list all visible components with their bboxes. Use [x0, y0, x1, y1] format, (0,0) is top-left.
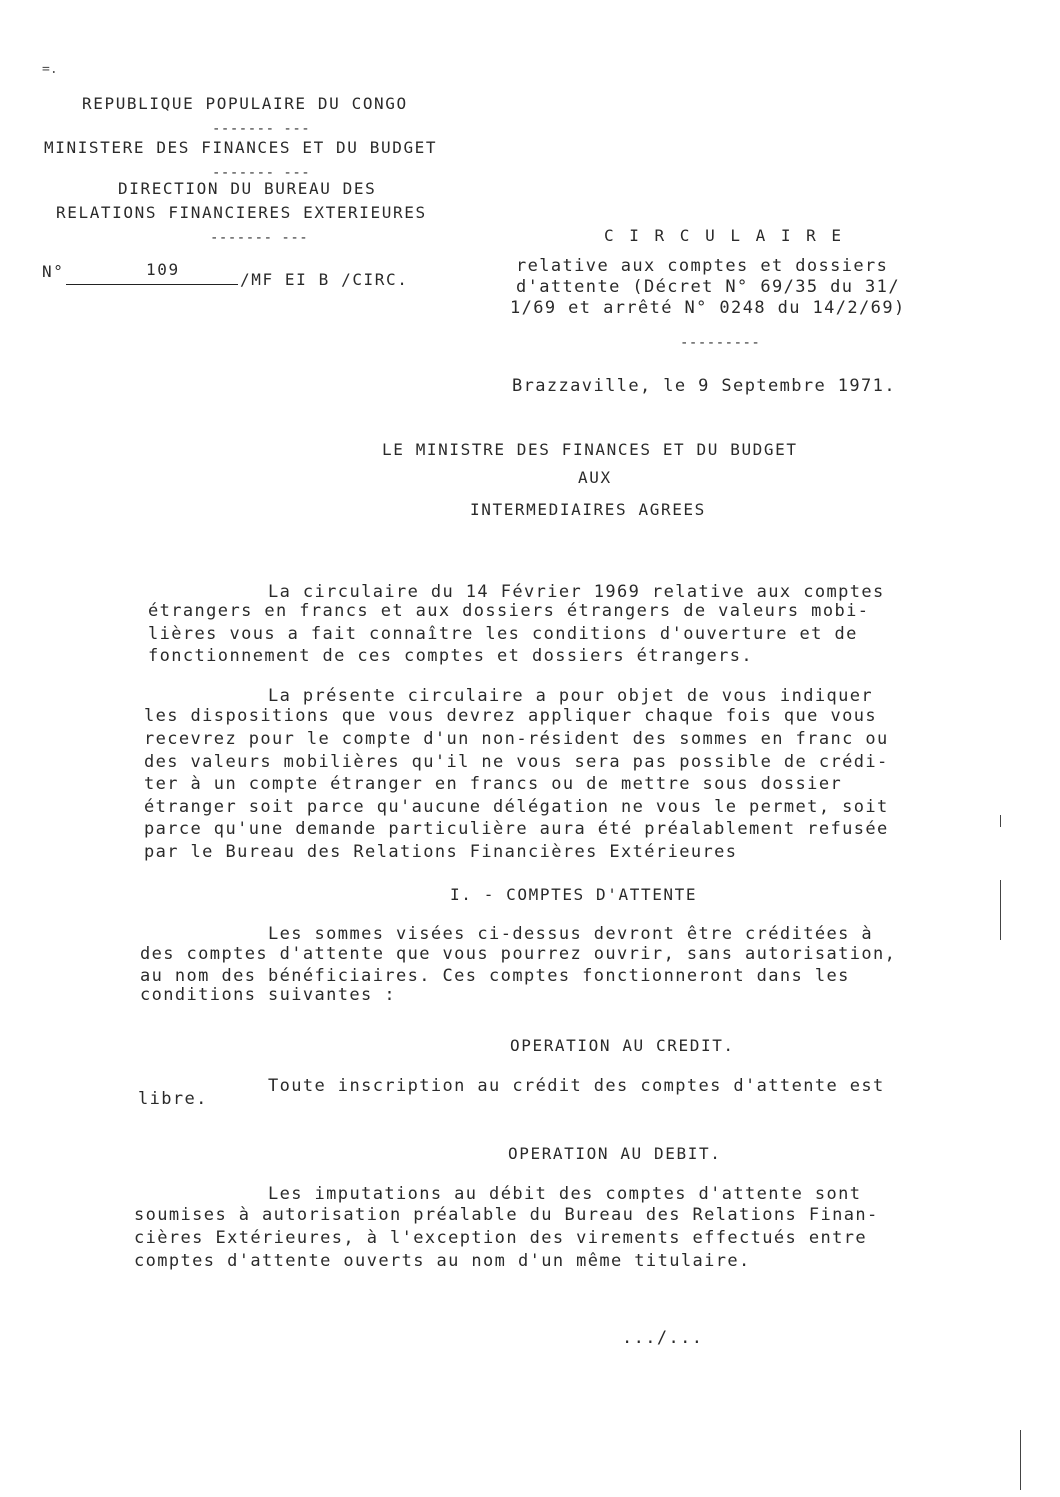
- header-separator-1: ------- ---: [212, 121, 311, 137]
- debit-text-line1: Les imputations au débit des comptes d'attente sont: [268, 1184, 862, 1204]
- circular-subject-separator: ---------: [680, 335, 761, 351]
- header-separator-3: ------- ---: [210, 230, 309, 246]
- header-ministry: MINISTERE DES FINANCES ET DU BUDGET: [44, 138, 438, 157]
- address-to-word: AUX: [578, 468, 612, 487]
- para2-line3: recevrez pour le compte d'un non-résident des sommes en franc ou: [144, 729, 889, 749]
- scan-artifact: [1000, 815, 1001, 827]
- reference-prefix: N°: [42, 262, 65, 281]
- header-separator-2: ------- ---: [212, 165, 311, 181]
- para1-line1: La circulaire du 14 Février 1969 relative aux comptes: [268, 582, 885, 602]
- section1-title: I. - COMPTES D'ATTENTE: [450, 885, 698, 904]
- para3-line1: Les sommes visées ci-dessus devront être créditées à: [268, 924, 874, 944]
- para2-line4: des valeurs mobilières qu'il ne vous sera pas possible de crédi-: [144, 752, 889, 772]
- para2-line2: les dispositions que vous devrez appliquer chaque fois que vous: [144, 706, 877, 726]
- para3-line4: conditions suivantes :: [140, 985, 396, 1005]
- reference-number: 109: [146, 260, 180, 279]
- para3-line3: au nom des bénéficiaires. Ces comptes fonctionneront dans les: [140, 966, 850, 986]
- para1-line2: étrangers en francs et aux dossiers étrangers de valeurs mobi-: [148, 601, 870, 621]
- header-republic: REPUBLIQUE POPULAIRE DU CONGO: [82, 94, 408, 113]
- credit-text-line2: libre.: [138, 1089, 208, 1109]
- circular-subject-line2: d'attente (Décret N° 69/35 du 31/: [516, 277, 900, 297]
- place-and-date: Brazzaville, le 9 Septembre 1971.: [512, 376, 896, 396]
- debit-text-line3: cières Extérieures, à l'exception des virements effectués entre: [134, 1228, 867, 1248]
- debit-text-line2: soumises à autorisation préalable du Bureau des Relations Finan-: [134, 1205, 879, 1225]
- address-from: LE MINISTRE DES FINANCES ET DU BUDGET: [382, 440, 798, 459]
- para1-line3: lières vous a fait connaître les conditions d'ouverture et de: [148, 624, 858, 644]
- para1-line4: fonctionnement de ces comptes et dossiers étrangers.: [148, 646, 754, 666]
- reference-underline: [66, 284, 238, 285]
- debit-text-line4: comptes d'attente ouverts au nom d'un même titulaire.: [134, 1251, 751, 1271]
- para2-line7: parce qu'une demande particulière aura été préalablement refusée: [144, 819, 889, 839]
- para2-line5: ter à un compte étranger en francs ou de mettre sous dossier: [144, 774, 843, 794]
- header-direction-line1: DIRECTION DU BUREAU DES: [118, 179, 377, 198]
- circular-title: C I R C U L A I R E: [604, 226, 845, 245]
- address-recipients: INTERMEDIAIRES AGREES: [470, 500, 706, 519]
- credit-text-line1: Toute inscription au crédit des comptes d'attente est: [268, 1076, 885, 1096]
- scan-artifact: [1000, 880, 1001, 940]
- credit-title: OPERATION AU CREDIT.: [510, 1036, 735, 1055]
- scan-artifact: [1020, 1430, 1021, 1490]
- stamp-mark: =.: [42, 62, 58, 77]
- para2-line6: étranger soit parce qu'aucune délégation ne vous le permet, soit: [144, 797, 889, 817]
- continuation-mark: .../...: [622, 1328, 704, 1348]
- header-direction-line2: RELATIONS FINANCIERES EXTERIEURES: [56, 203, 427, 222]
- debit-title: OPERATION AU DEBIT.: [508, 1144, 722, 1163]
- circular-subject-line3: 1/69 et arrêté N° 0248 du 14/2/69): [510, 298, 906, 318]
- para2-line1: La présente circulaire a pour objet de vous indiquer: [268, 686, 874, 706]
- reference-suffix: /MF EI B /CIRC.: [240, 270, 409, 289]
- circular-subject-line1: relative aux comptes et dossiers: [516, 256, 889, 276]
- para3-line2: des comptes d'attente que vous pourrez ouvrir, sans autorisation,: [140, 944, 897, 964]
- para2-line8: par le Bureau des Relations Financières Extérieures: [144, 842, 738, 862]
